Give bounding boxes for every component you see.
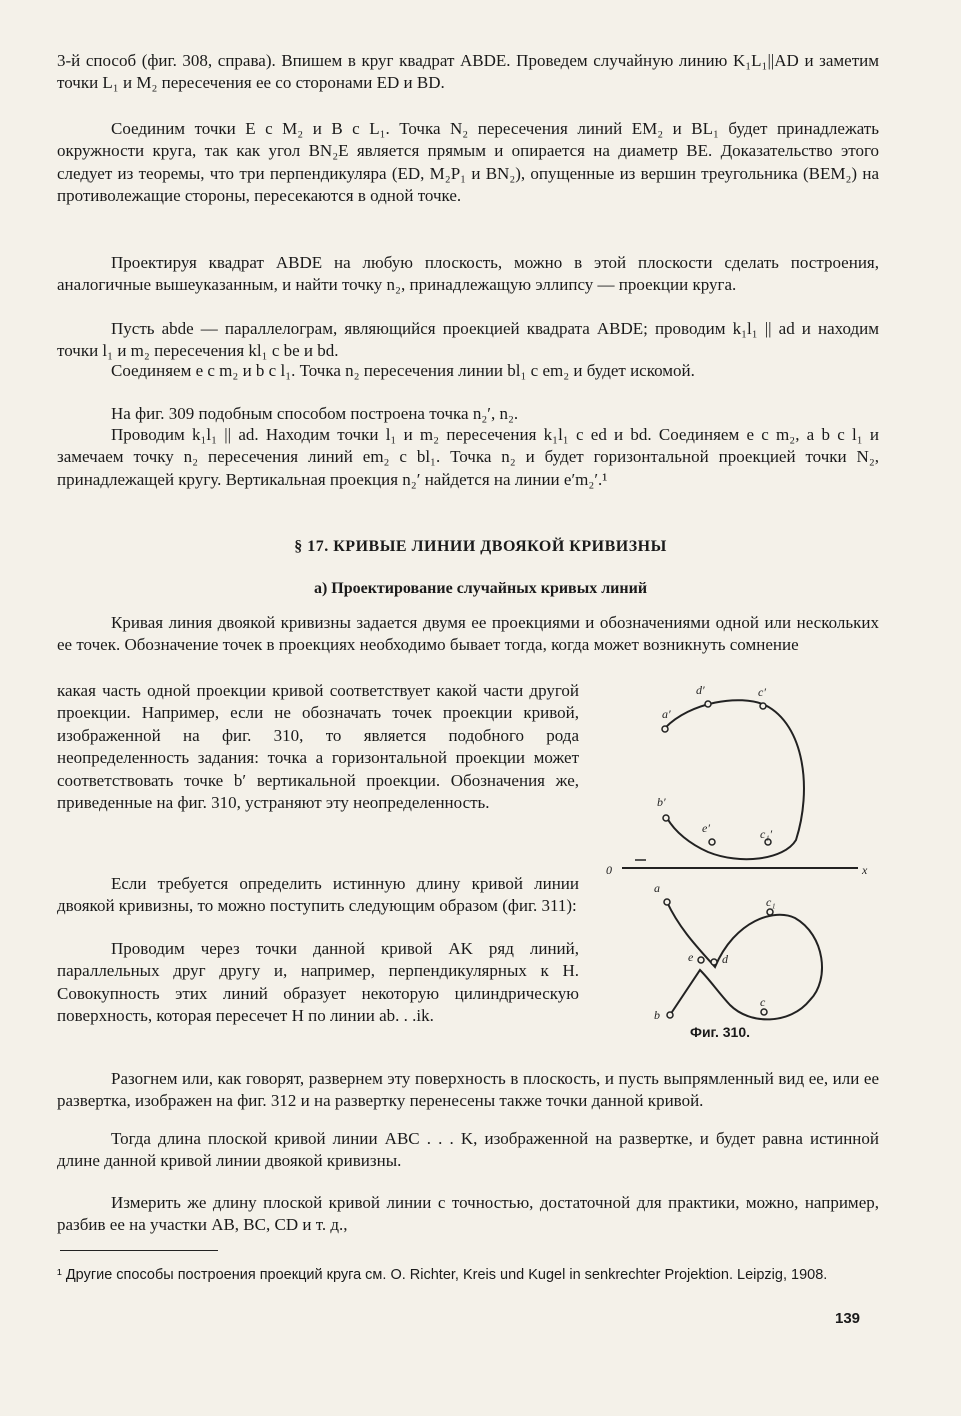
point-e	[698, 957, 704, 963]
footnote-rule	[60, 1250, 218, 1251]
label-d: d	[722, 952, 728, 966]
label-c1: c₁	[766, 895, 776, 909]
label-b: b	[654, 1008, 660, 1022]
paragraph-fig-309: На фиг. 309 подобным способом построена точка n₂′, n₂.	[111, 404, 519, 423]
section-title: § 17. КРИВЫЕ ЛИНИИ ДВОЯКОЙ КРИВИЗНЫ	[294, 538, 667, 555]
label-e-prime: e′	[702, 821, 710, 835]
label-e: e	[688, 950, 694, 964]
point-a	[664, 899, 670, 905]
paragraph-parallelogram: Пусть abde — параллелограм, являющийся проекцией квадрата ABDE; проводим k₁l₁ || ad и находим точки l₁ и m₂ пересечения kl₁ с be и bd.	[57, 319, 879, 361]
paragraph-true-length: Если требуется определить истинную длину кривой линии двоякой кривизны, то можно поступить следующим образом (фиг. 311):	[57, 874, 579, 916]
paragraph-connect-points: Соединим точки E с M₂ и B с L₁. Точка N₂ пересечения линий EM₂ и BL₁ будет принадлежать окружности круга, так как угол BN₂E является прямым и опирается на диаметр BE. Доказательство этого следует из теоремы, что три перпендикуляра (ED, M₂P₁ и BN₂), опущенные из вершин треугольника (BEM₂) на противолежащие стороны, пересекаются в одной точке.	[57, 119, 879, 206]
point-b	[667, 1012, 673, 1018]
paragraph-projection-ambiguity: какая часть одной проекции кривой соответствует какой части другой проекции. Например, если не обозначать точек проекции кривой, изображенной на фиг. 310, то является подобного рода неопределенность задания: точка a горизонтальной проекции может соответствовать точке b′ вертикальной проекции. Обозначения же, приведенные на фиг. 310, устраняют эту неопределенность.	[57, 681, 579, 813]
paragraph-measure: Измерить же длину плоской кривой линии с точностью, достаточной для практики, можно, например, разбив ее на участки AB, BC, CD и т. д.,	[57, 1193, 879, 1235]
label-a-prime: a′	[662, 707, 671, 721]
point-d	[711, 959, 717, 965]
figure-caption: Фиг. 310.	[690, 1024, 751, 1040]
figure-310-drawing	[600, 680, 890, 1055]
footnote: ¹ Другие способы построения проекций круга см. O. Richter, Kreis und Kugel in senkrechter Projektion. Leipzig, 1908.	[57, 1267, 828, 1283]
point-b-prime	[663, 815, 669, 821]
paragraph-length-equal: Тогда длина плоской кривой линии ABC . . . K, изображенной на развертке, и будет равна истинной длине данной кривой линии двоякой кривизны.	[57, 1129, 879, 1171]
label-axis-x: x	[862, 863, 868, 877]
point-c1	[767, 909, 773, 915]
vertical-projection-curve	[665, 700, 804, 859]
paragraph-projection: Проектируя квадрат ABDE на любую плоскость, можно в этой плоскости сделать построения, аналогичные вышеуказанным, и найти точку n₂, принадлежащую эллипсу — проекции круга.	[57, 253, 879, 295]
label-b-prime: b′	[657, 795, 666, 809]
subsection-title: а) Проектирование случайных кривых линий	[313, 580, 648, 597]
point-e-prime	[709, 839, 715, 845]
page-number: 139	[835, 1310, 861, 1327]
paragraph-draw-k1l1: Проводим k₁l₁ || ad. Находим точки l₁ и m₂ пересечения k₁l₁ с ed и bd. Соединяем e с m₂, а b с l₁ и замечаем точку n₂ пересечения линий em₂ с bl₁. Точка n₂ и будет горизонтальной проекцией точки N₂, принадлежащей кругу. Вертикальная проекция n₂′ найдется на линии e′m₂′.¹	[57, 425, 879, 489]
label-axis-o: 0	[606, 863, 612, 877]
label-c-prime: c′	[758, 685, 766, 699]
label-c1-prime: c₁′	[760, 827, 773, 841]
label-a: a	[654, 881, 660, 895]
paragraph-connect-e-m2: Соединяем e с m₂ и b с l₁. Точка n₂ пересечения линии bl₁ с em₂ и будет искомой.	[111, 361, 695, 380]
figure-310	[600, 680, 890, 1055]
point-d-prime	[705, 701, 711, 707]
label-d-prime: d′	[696, 683, 705, 697]
label-c: c	[760, 995, 766, 1009]
paragraph-method-3: 3-й способ (фиг. 308, справа). Впишем в круг квадрат ABDE. Проведем случайную линию K₁L₁||AD и заметим точки L₁ и M₂ пересечения ее со сторонами ED и BD.	[57, 51, 879, 93]
paragraph-curve-definition: Кривая линия двоякой кривизны задается двумя ее проекциями и обозначениями одной или нескольких ее точек. Обозначение точек в проекциях необходимо бывает тогда, когда может возникнуть сомнение	[57, 613, 879, 655]
paragraph-unfold: Разогнем или, как говорят, развернем эту поверхность в плоскость, и пусть выпрямленный вид ее, или ее развертка, изображен на фиг. 312 и на развертку перенесены также точки данной кривой.	[57, 1069, 879, 1111]
point-c-prime	[760, 703, 766, 709]
point-c	[761, 1009, 767, 1015]
point-a-prime	[662, 726, 668, 732]
paragraph-cylindrical-surface: Проводим через точки данной кривой AK ряд линий, параллельных друг другу и, например, перпендикулярных к H. Совокупность этих линий образует некоторую цилиндрическую поверхность, которая пересечет H по линии ab. . .ik.	[57, 939, 579, 1026]
